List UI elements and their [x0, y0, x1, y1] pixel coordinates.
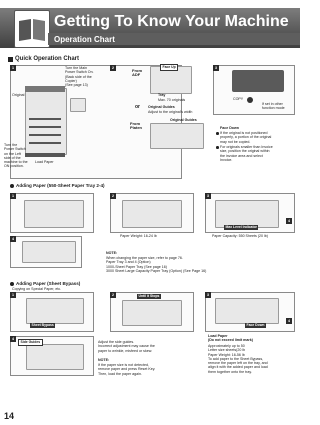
step-badge: 3 — [207, 194, 209, 198]
tray-max-text: Max. 70 originals — [158, 97, 186, 102]
tray-note-title: NOTE: — [106, 251, 118, 255]
step-badge: 2 — [112, 293, 114, 297]
face-down-title: Face Down — [220, 126, 239, 130]
turn-main-power-text: Turn the Main Power Switch On. (Back side of the Copier) (See page 13) — [65, 66, 94, 88]
side-guides-label: Side Guides — [18, 339, 43, 346]
tray-label: Tray — [158, 93, 166, 97]
bypass-illustration — [26, 344, 84, 370]
bypass-illustration — [122, 300, 182, 326]
from-platen-label: From Platen — [130, 121, 143, 131]
step-badge: 1 — [12, 194, 14, 198]
step-badge: 1 — [12, 293, 14, 297]
load-paper-label: Load Paper — [35, 160, 54, 164]
main-power-switch-illustration — [70, 98, 86, 112]
step-badge: 3 — [207, 293, 209, 297]
control-panel-illustration — [232, 70, 284, 92]
square-bullet-icon — [8, 57, 13, 62]
face-up-label: Face Up — [160, 64, 178, 71]
original-label: Original — [12, 93, 25, 97]
page-number: 14 — [4, 411, 15, 421]
step-badge: 4 — [288, 219, 290, 223]
face-down-bullet-1: If the original is not positioned properly, a portion of the original may not be copied. — [220, 131, 272, 144]
step-badge: 2 — [112, 194, 114, 198]
step-badge: 4 — [288, 319, 290, 323]
bullet-icon — [216, 132, 219, 135]
adjust-side-guides-text: Adjust the side guides. Incorrect adjustment may cause the paper to wrinkle, misfeed or skew. — [98, 340, 155, 353]
circle-bullet-icon — [10, 282, 14, 286]
step-badge: 2 — [112, 66, 114, 70]
platen-illustration — [150, 123, 204, 149]
copier-trays — [29, 134, 61, 136]
copier-trays — [29, 142, 61, 144]
until-it-stops-label: Until it Stops — [138, 294, 160, 298]
quick-heading: Quick Operation Chart — [15, 56, 80, 62]
adding-bypass-heading: Adding Paper (Sheet Bypass) — [16, 281, 81, 286]
start-key-icon — [247, 97, 253, 103]
tray-illustration — [24, 200, 84, 228]
step-badge: 4 — [12, 337, 14, 341]
paper-capacity-text: Paper Capacity: 550 Sheets (20 lb) — [212, 234, 268, 238]
step-badge: 3 — [215, 66, 217, 70]
max-level-indicator-label: Max Level Indicator — [225, 225, 257, 229]
load-paper-body: Approximately up to 50 Letter size sheets(20 lb Paper Weight: 16-56 lb To add paper to the Sheet Bypass, remove the paper left on the tray, and align it with the added paper and load them together onto the tray. — [208, 344, 268, 374]
copier-illustration — [25, 88, 67, 155]
step-badge: 1 — [12, 66, 14, 70]
turn-power-switch-text: Turn the Power Switch on the Left side of the machine to the ON position. — [4, 143, 28, 169]
tray-illustration — [122, 200, 182, 228]
tray-illustration — [215, 200, 279, 228]
bullet-icon — [216, 146, 219, 149]
step-badge: 4 — [12, 237, 14, 241]
or-label: or — [135, 104, 140, 110]
circle-bullet-icon — [10, 184, 14, 188]
copier-adf — [25, 86, 65, 92]
adding-bypass-sub: Copying on Special Paper, etc. — [12, 287, 62, 291]
page-title: Getting To Know Your Machine — [54, 13, 289, 30]
adding-tray-heading: Adding Paper (550-Sheet Paper Tray 2-4) — [16, 183, 105, 188]
copy-label: COPY — [233, 97, 244, 101]
paper-weight-text: Paper Weight: 16-24 lb — [120, 234, 157, 238]
tray-illustration — [22, 241, 76, 263]
page-subtitle: Operation Chart — [54, 34, 115, 44]
set-other-text: If set in other function mode — [262, 102, 285, 111]
bypass-note-title: NOTE: — [98, 358, 110, 362]
face-down-bullet-2: For originals smaller than Invoice size, position the original within the invoice area and select Invoice. — [220, 145, 273, 162]
sheet-bypass-label: Sheet Bypass — [31, 323, 54, 327]
bypass-note-body: If the paper size is not detected, remove paper and press Reset Key. Then, load the paper again. — [98, 363, 156, 376]
bypass-illustration — [215, 298, 279, 324]
copier-trays — [29, 126, 61, 128]
original-guides-label: Original Guides — [170, 118, 197, 122]
from-adf-label: From ADF — [132, 68, 142, 78]
copier-trays — [29, 118, 61, 120]
face-down-label: Face Down — [246, 323, 265, 327]
load-paper-title: Load Paper (Do not exceed limit mark) — [208, 334, 253, 343]
bypass-illustration — [26, 298, 84, 324]
tray-note-body: When changing the paper size, refer to page 76. Paper Tray 3 and 4 (Option) 1000-Sheet Paper Tray (See page 16) 3000 Sheet Large Capacity Paper Tray (Option) (See Page 16) — [106, 256, 207, 273]
original-guides-desc: Adjust to the original's width — [148, 110, 193, 114]
original-guides-title: Original Guides — [148, 105, 175, 109]
book-icon — [14, 10, 50, 48]
copier-stand — [25, 153, 65, 157]
